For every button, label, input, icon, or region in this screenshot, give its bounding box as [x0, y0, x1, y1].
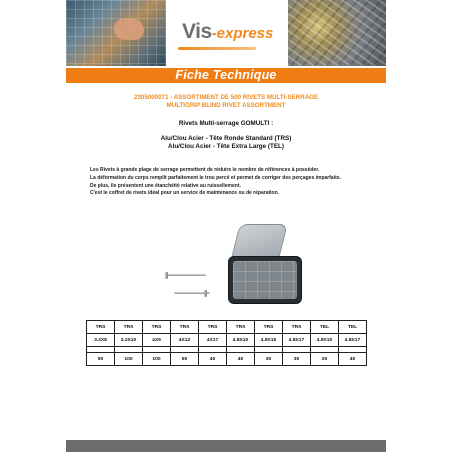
reference-line-2: MULTIGRIP BLIND RIVET ASSORTMENT [166, 102, 286, 109]
header-banner [66, 0, 386, 66]
product-subheading: Rivets Multi-serrage GOMULTI : [178, 120, 274, 127]
product-reference [66, 94, 386, 110]
table-cell-type: TRS [171, 321, 199, 334]
table-cell-size: 3.2X8 [87, 334, 115, 347]
table-cell-quantity: 40 [227, 353, 255, 366]
rivet-icon [174, 292, 210, 294]
table-cell-type: TRS [255, 321, 283, 334]
table-cell-size: 4.8X17 [283, 334, 311, 347]
logo-swoosh [178, 47, 256, 50]
table-cell-quantity: 40 [339, 353, 367, 366]
rivet-icon [166, 274, 206, 276]
rivet-case-icon [228, 256, 302, 304]
rivet-types [66, 135, 386, 151]
vis-express-logo [182, 20, 273, 44]
title-bar [66, 68, 386, 83]
description-line: C'est le coffret de rivets idéal pour un service de maintenance ou de réparation. [90, 190, 280, 197]
table-cell-size: 4.8X15 [255, 334, 283, 347]
assortment-table [86, 320, 367, 366]
technical-sheet [66, 0, 386, 452]
type-tel: Alu/Clou Acier - Tête Extra Large (TEL) [168, 143, 284, 150]
table-cell-size: 4X17 [199, 334, 227, 347]
logo-area [166, 0, 288, 66]
table-cell-size: 3.2X10 [115, 334, 143, 347]
banner-photo-screws [288, 0, 386, 66]
table-cell-type: TRS [227, 321, 255, 334]
table-cell-size: 4.8X17 [339, 334, 367, 347]
table-cell-quantity: 30 [255, 353, 283, 366]
table-cell-quantity: 50 [87, 353, 115, 366]
table-cell-type: TRS [87, 321, 115, 334]
description-line: Les Rivets à grande plage de serrage permettent de réduire le nombre de références à posséder. [90, 167, 320, 173]
banner-photo-tools [66, 0, 166, 66]
table-cell-quantity: 40 [199, 353, 227, 366]
table-row-sizes [87, 334, 367, 347]
table-cell-size: 4X12 [171, 334, 199, 347]
page-title: Fiche Technique [175, 68, 277, 82]
table-cell-quantity: 50 [171, 353, 199, 366]
table-cell-size: 4.8X10 [311, 334, 339, 347]
table-row-quantities [87, 353, 367, 366]
table-row-types [87, 321, 367, 334]
logo-suffix: -express [211, 25, 274, 42]
type-trs: Alu/Clou Acier - Tête Ronde Standard (TRS) [160, 135, 292, 142]
product-image [162, 220, 312, 308]
reference-line-1: 2305000071 - ASSORTIMENT DE 500 RIVETS MULTI-SERRAGE [134, 94, 318, 101]
table-cell-size: 4.8X10 [227, 334, 255, 347]
table-cell-type: TRS [115, 321, 143, 334]
table-cell-type: TEL [311, 321, 339, 334]
table-cell-type: TEL [339, 321, 367, 334]
footer-bar [66, 440, 386, 452]
table-cell-type: TRS [199, 321, 227, 334]
table-cell-type: TRS [283, 321, 311, 334]
table-cell-type: TRS [143, 321, 171, 334]
product-description [90, 167, 380, 198]
table-cell-size: 4X9 [143, 334, 171, 347]
logo-brand: Vis [182, 20, 212, 43]
table-cell-quantity: 20 [311, 353, 339, 366]
description-line: La déformation du corps remplit parfaitement le trou percé et permet de corriger des perçages imparfaits. [90, 174, 341, 181]
description-line: De plus, ils présentent une étanchéité relative au ruissellement. [90, 182, 241, 189]
table-cell-quantity: 30 [283, 353, 311, 366]
table-cell-quantity: 100 [115, 353, 143, 366]
table-cell-quantity: 100 [143, 353, 171, 366]
